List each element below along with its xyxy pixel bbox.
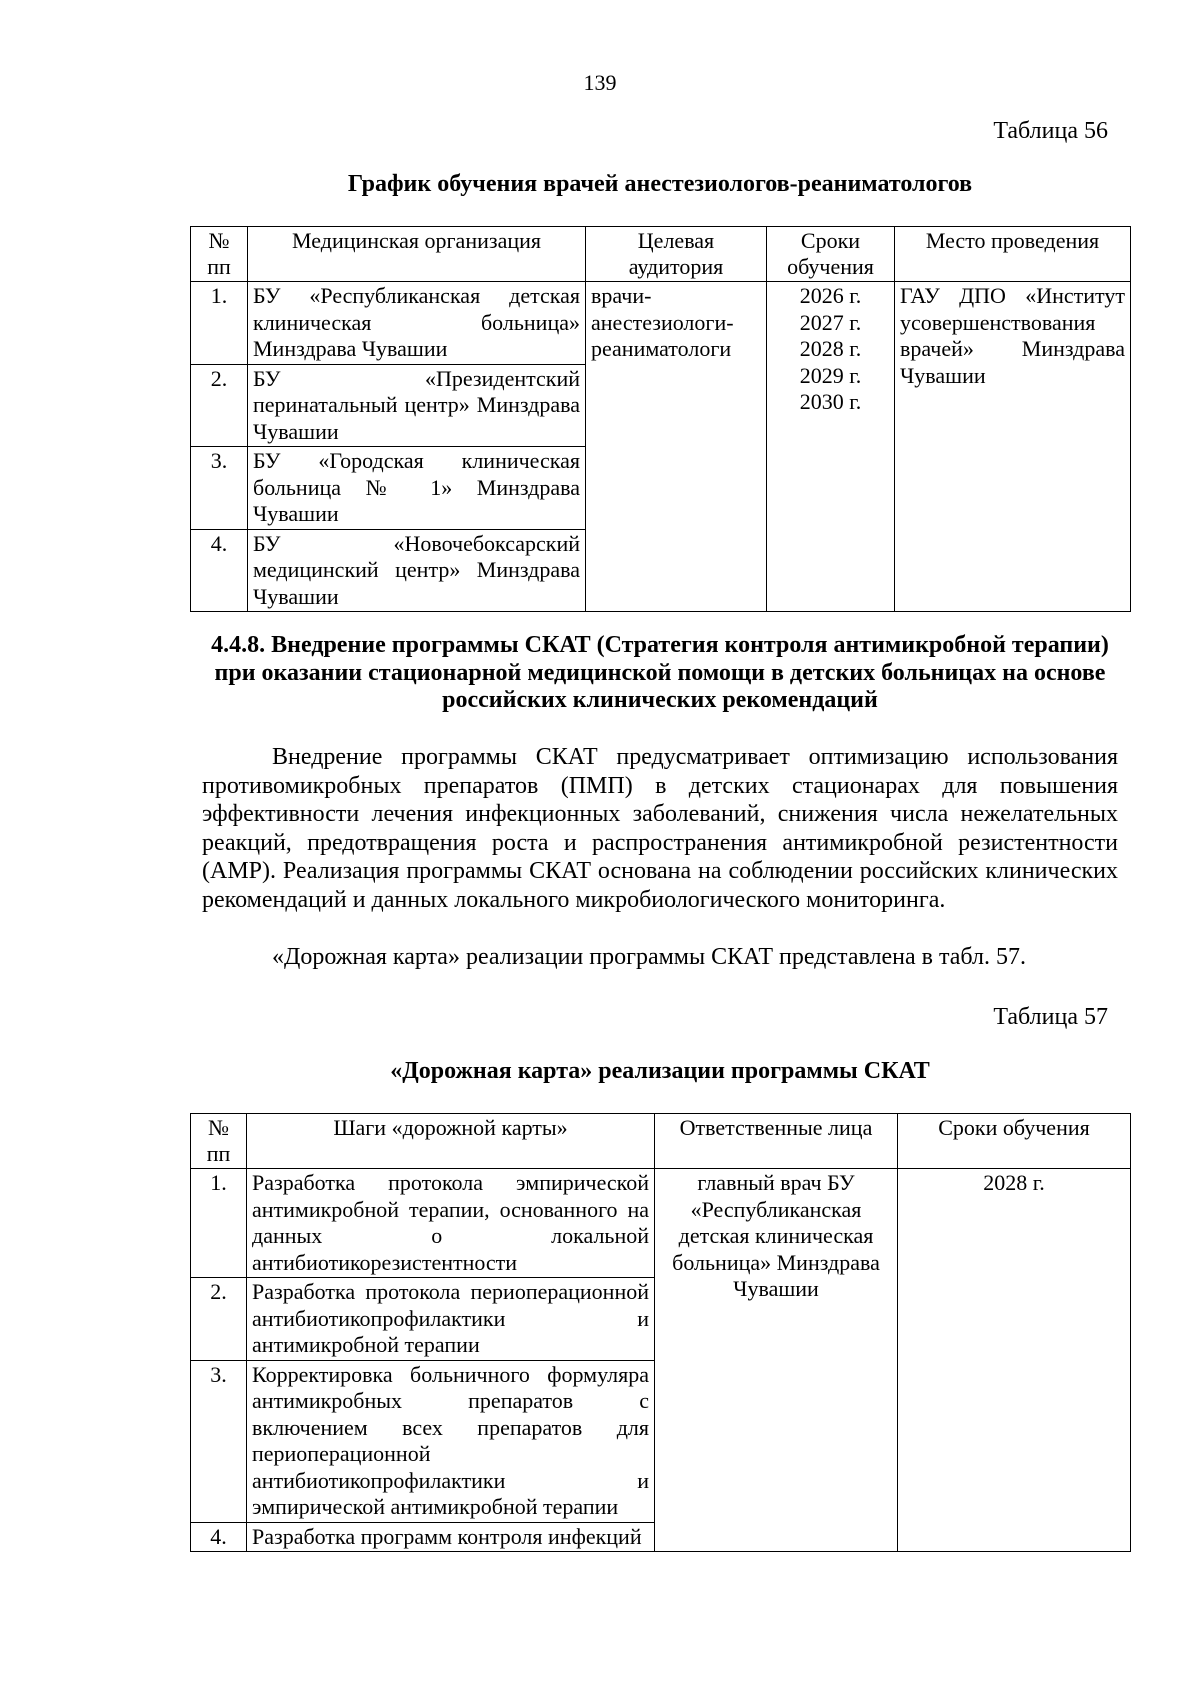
- row-number: 4.: [191, 1522, 247, 1552]
- header-terms: Сроки обучения: [898, 1114, 1131, 1169]
- term-year: 2030 г.: [799, 389, 862, 414]
- organization-cell: БУ «Республиканская детская клиническая больница» Минздрава Чувашии: [248, 282, 586, 365]
- step-cell: Разработка протокола периоперационной антибиотикопрофилактики и антимикробной терапии: [247, 1278, 655, 1361]
- row-number: 4.: [191, 529, 248, 612]
- term-year: 2027 г.: [799, 309, 862, 335]
- header-responsible: Ответственные лица: [655, 1114, 898, 1169]
- header-place: Место проведения: [895, 227, 1131, 282]
- term-year: 2028 г.: [799, 336, 862, 361]
- organization-cell: БУ «Новочебоксарский медицинский центр» Минздрава Чувашии: [248, 529, 586, 612]
- header-steps: Шаги «дорожной карты»: [247, 1114, 655, 1169]
- header-target-audience: Целевая аудитория: [586, 227, 767, 282]
- table-56-title: График обучения врачей анестезиологов-реаниматологов: [347, 171, 973, 197]
- header-num: № пп: [191, 227, 248, 282]
- row-number: 1.: [191, 282, 248, 365]
- responsible-cell: главный врач БУ «Республиканская детская клиническая больница» Минздрава Чувашии: [655, 1169, 898, 1552]
- terms-cell: [767, 282, 895, 612]
- organization-cell: БУ «Городская клиническая больница № 1» Минздрава Чувашии: [248, 447, 586, 530]
- row-number: 1.: [191, 1169, 247, 1278]
- header-organization: Медицинская организация: [248, 227, 586, 282]
- organization-cell: БУ «Президентский перинатальный центр» Минздрава Чувашии: [248, 364, 586, 447]
- body-paragraph: «Дорожная карта» реализации программы СКАТ представлена в табл. 57.: [272, 944, 1026, 970]
- section-heading: 4.4.8. Внедрение программы СКАТ (Стратегия контроля антимикробной терапии) при оказании стационарной медицинской помощи в детских больницах на основе российских клинических рекомендаций: [211, 632, 1109, 713]
- row-number: 3.: [191, 1360, 247, 1522]
- header-terms: Сроки обучения: [767, 227, 895, 282]
- table-57-label: Таблица 57: [993, 1004, 1108, 1030]
- body-paragraph: Внедрение программы СКАТ предусматривает оптимизацию использования противомикробных препаратов (ПМП) в детских стационарах для повышения эффективности лечения инфекционных заболеваний, снижения числа нежелательных реакций, предотвращения роста и распространения антимикробной резистентности (АМР). Реализация программы СКАТ основана на соблюдении российских клинических рекомендаций и данных локального микробиологического мониторинга.: [202, 744, 1118, 913]
- term-year: 2026 г.: [799, 283, 862, 308]
- training-schedule-table: [190, 226, 1131, 612]
- table-row: [191, 1169, 1131, 1278]
- header-num: № пп: [191, 1114, 247, 1169]
- target-audience-cell: врачи-анестезиологи-реаниматологи: [586, 282, 767, 612]
- row-number: 2.: [191, 1278, 247, 1361]
- page-number: 139: [583, 70, 617, 95]
- step-cell: Разработка программ контроля инфекций: [247, 1522, 655, 1552]
- step-cell: Разработка протокола эмпирической антимикробной терапии, основанного на данных о локальной антибиотикорезистентности: [247, 1169, 655, 1278]
- row-number: 3.: [191, 447, 248, 530]
- table-header-row: [191, 1114, 1131, 1169]
- step-cell: Корректировка больничного формуляра антимикробных препаратов с включением всех препаратов для периоперационной антибиотикопрофилактики и эмпирической антимикробной терапии: [247, 1360, 655, 1522]
- terms-cell: 2028 г.: [898, 1169, 1131, 1552]
- place-cell: ГАУ ДПО «Институт усовершенствования врачей» Минздрава Чувашии: [895, 282, 1131, 612]
- table-56-label: Таблица 56: [993, 118, 1108, 144]
- table-row: [191, 282, 1131, 365]
- term-year: 2029 г.: [799, 362, 862, 388]
- table-header-row: [191, 227, 1131, 282]
- row-number: 2.: [191, 364, 248, 447]
- roadmap-table: [190, 1113, 1131, 1552]
- table-57-title: «Дорожная карта» реализации программы СКАТ: [390, 1058, 930, 1084]
